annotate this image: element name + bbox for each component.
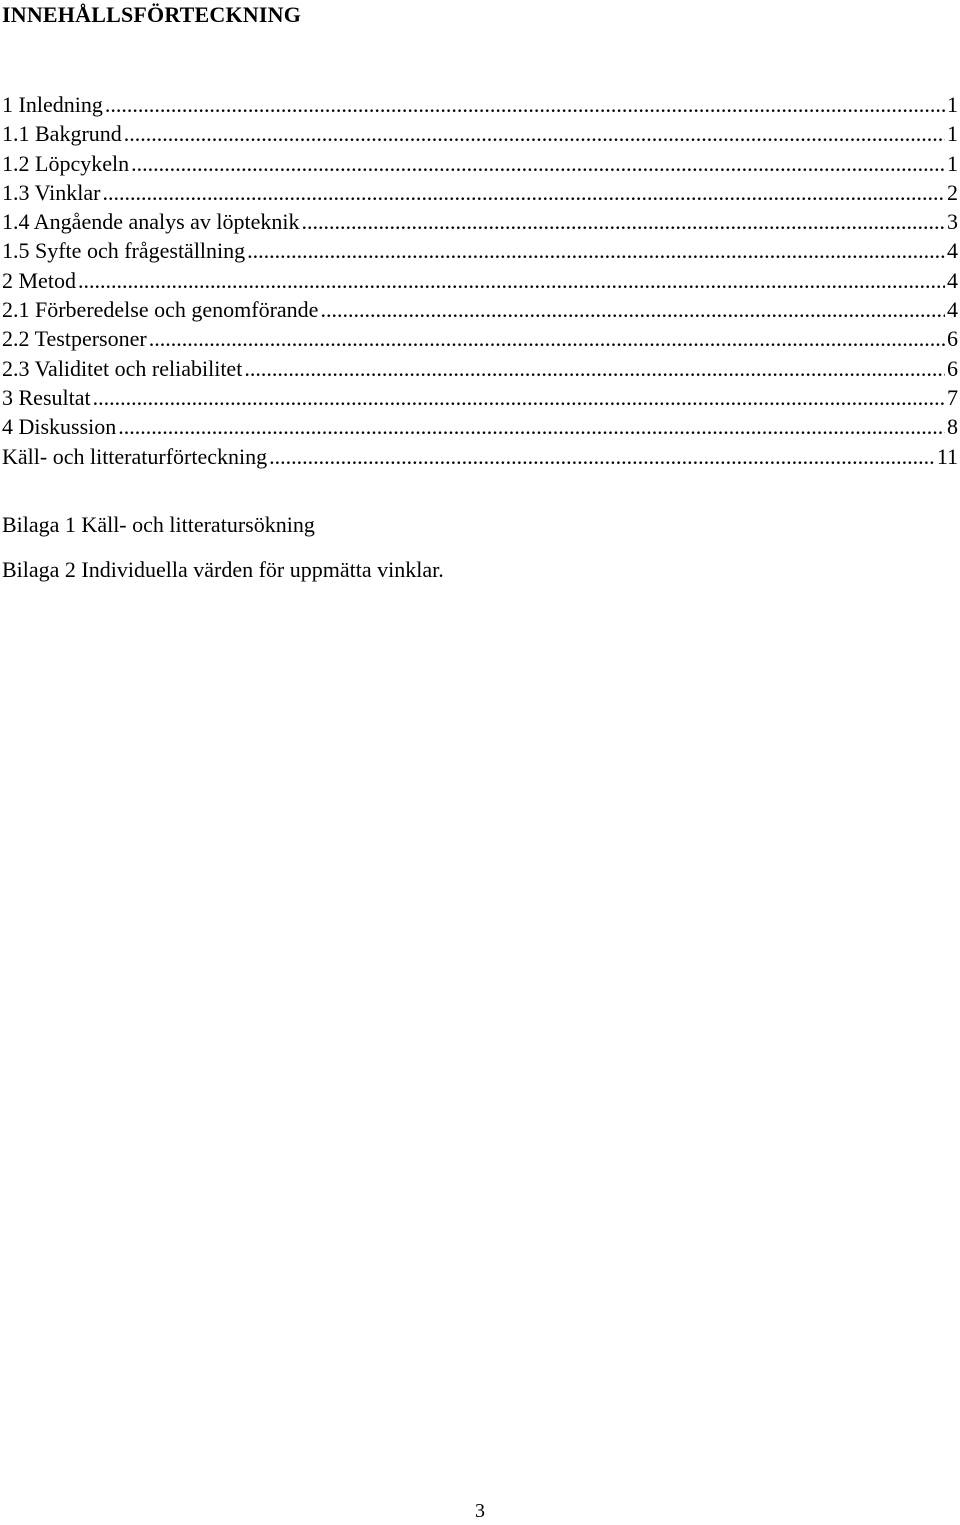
toc-entry-label: 1 Inledning: [2, 92, 103, 117]
toc-leader-dots: [105, 90, 945, 119]
toc-entry-page: 3: [947, 209, 958, 235]
toc-entry: [2, 412, 958, 441]
toc-entry: [2, 442, 958, 471]
toc-entry: [2, 178, 958, 207]
toc-entry-label: Käll- och litteraturförteckning: [2, 443, 268, 469]
appendix-1: Bilaga 1 Käll- och litteratursökning: [2, 512, 315, 537]
toc-entry-label: 1.4 Angående analys av löpteknik: [2, 209, 300, 235]
toc-entry-label: 4 Diskussion: [2, 414, 117, 440]
toc-entry-page: 4: [947, 238, 958, 264]
toc-entry-label: 1.2 Löpcykeln: [2, 150, 130, 176]
toc-leader-dots: [244, 354, 945, 383]
toc-entry-label: 1.1 Bakgrund: [2, 121, 122, 147]
toc-leader-dots: [247, 236, 945, 265]
toc-entry-page: 2: [947, 179, 958, 205]
toc-title: INNEHÅLLSFÖRTECKNING: [2, 2, 302, 27]
toc-leader-dots: [78, 266, 945, 295]
toc-leader-dots: [102, 178, 945, 207]
toc-entry-label: 1.3 Vinklar: [2, 179, 101, 205]
toc-entry-page: 1: [947, 121, 958, 147]
toc-entry-page: 4: [947, 297, 958, 323]
toc-leader-dots: [269, 442, 935, 471]
toc-entry-label: 2 Metod: [2, 267, 76, 293]
appendix-2: Bilaga 2 Individuella värden för uppmätta vinklar.: [2, 557, 444, 582]
toc-entry-page: 1: [947, 150, 958, 176]
toc-entry-page: 4: [947, 267, 958, 293]
toc-entry: [2, 354, 958, 383]
toc-entry: [2, 324, 958, 353]
toc-leader-dots: [93, 383, 945, 412]
toc-entry: [2, 90, 958, 119]
toc-entry: [2, 236, 958, 265]
toc-entry-label: 2.1 Förberedelse och genomförande: [2, 297, 319, 323]
toc-leader-dots: [149, 324, 945, 353]
toc-entry: [2, 295, 958, 324]
toc-entry-page: 1: [947, 92, 958, 117]
toc-entry: [2, 207, 958, 236]
toc-entry: [2, 383, 958, 412]
toc-entry-page: 7: [947, 384, 958, 410]
toc-entry-page: 6: [947, 355, 958, 381]
toc-leader-dots: [131, 149, 945, 178]
page-number: 3: [475, 1500, 485, 1522]
toc-entry-label: 2.3 Validitet och reliabilitet: [2, 355, 243, 381]
toc-entry: [2, 266, 958, 295]
toc-leader-dots: [320, 295, 945, 324]
toc-entry-label: 3 Resultat: [2, 384, 91, 410]
toc-entry-label: 2.2 Testpersoner: [2, 326, 147, 352]
toc-list: [2, 90, 958, 471]
toc-leader-dots: [302, 207, 945, 236]
toc-leader-dots: [124, 119, 945, 148]
toc-entry-page: 6: [947, 326, 958, 352]
toc-entry: [2, 119, 958, 148]
toc-entry-label: 1.5 Syfte och frågeställning: [2, 238, 246, 264]
toc-entry: [2, 149, 958, 178]
toc-leader-dots: [118, 412, 945, 441]
toc-entry-page: 8: [947, 414, 958, 440]
toc-entry-page: 11: [936, 443, 958, 469]
